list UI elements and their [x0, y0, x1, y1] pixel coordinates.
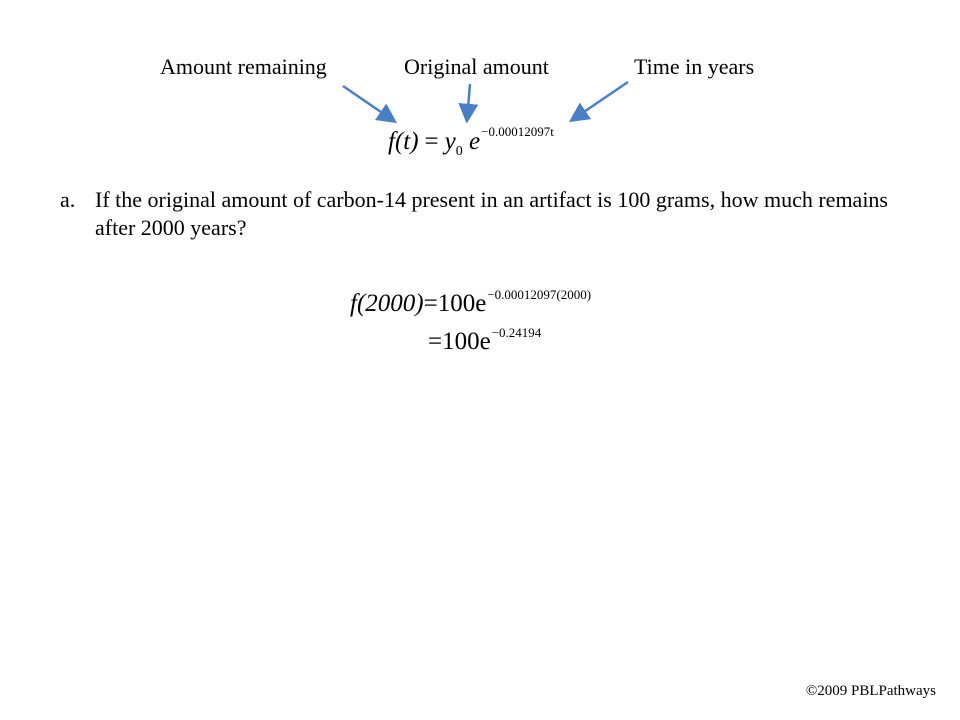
formula-coefficient: y	[444, 128, 456, 155]
question-marker: a.	[60, 187, 76, 212]
step1-lhs: f(2000)	[350, 290, 424, 317]
formula-exponent: −0.00012097t	[481, 124, 554, 139]
decay-formula	[388, 116, 554, 168]
solution-step-1	[350, 278, 591, 321]
step2-exponent: −0.24194	[491, 325, 542, 340]
formula-equals: =	[424, 128, 439, 155]
arrow-to-exponent	[572, 82, 628, 120]
formula-lhs: f(t)	[388, 128, 419, 155]
amount-remaining-label: Amount remaining	[160, 54, 327, 79]
arrow-to-original	[467, 84, 470, 120]
original-amount-label: Original amount	[404, 54, 549, 79]
arrow-to-function	[343, 86, 394, 121]
copyright-footer: ©2009 PBLPathways	[805, 683, 936, 699]
question-a	[60, 186, 900, 242]
solution-step-2	[428, 316, 541, 359]
step1-exponent: −0.00012097(2000)	[487, 287, 592, 302]
step1-rhs: =100e	[423, 290, 487, 317]
formula-coefficient-subscript: 0	[455, 144, 463, 159]
step2-rhs: =100e	[428, 328, 491, 355]
time-in-years-label: Time in years	[634, 54, 755, 79]
formula-base: e	[469, 128, 481, 155]
question-text: If the original amount of carbon-14 present in an artifact is 100 grams, how much remains after 2000 years?	[95, 187, 888, 240]
